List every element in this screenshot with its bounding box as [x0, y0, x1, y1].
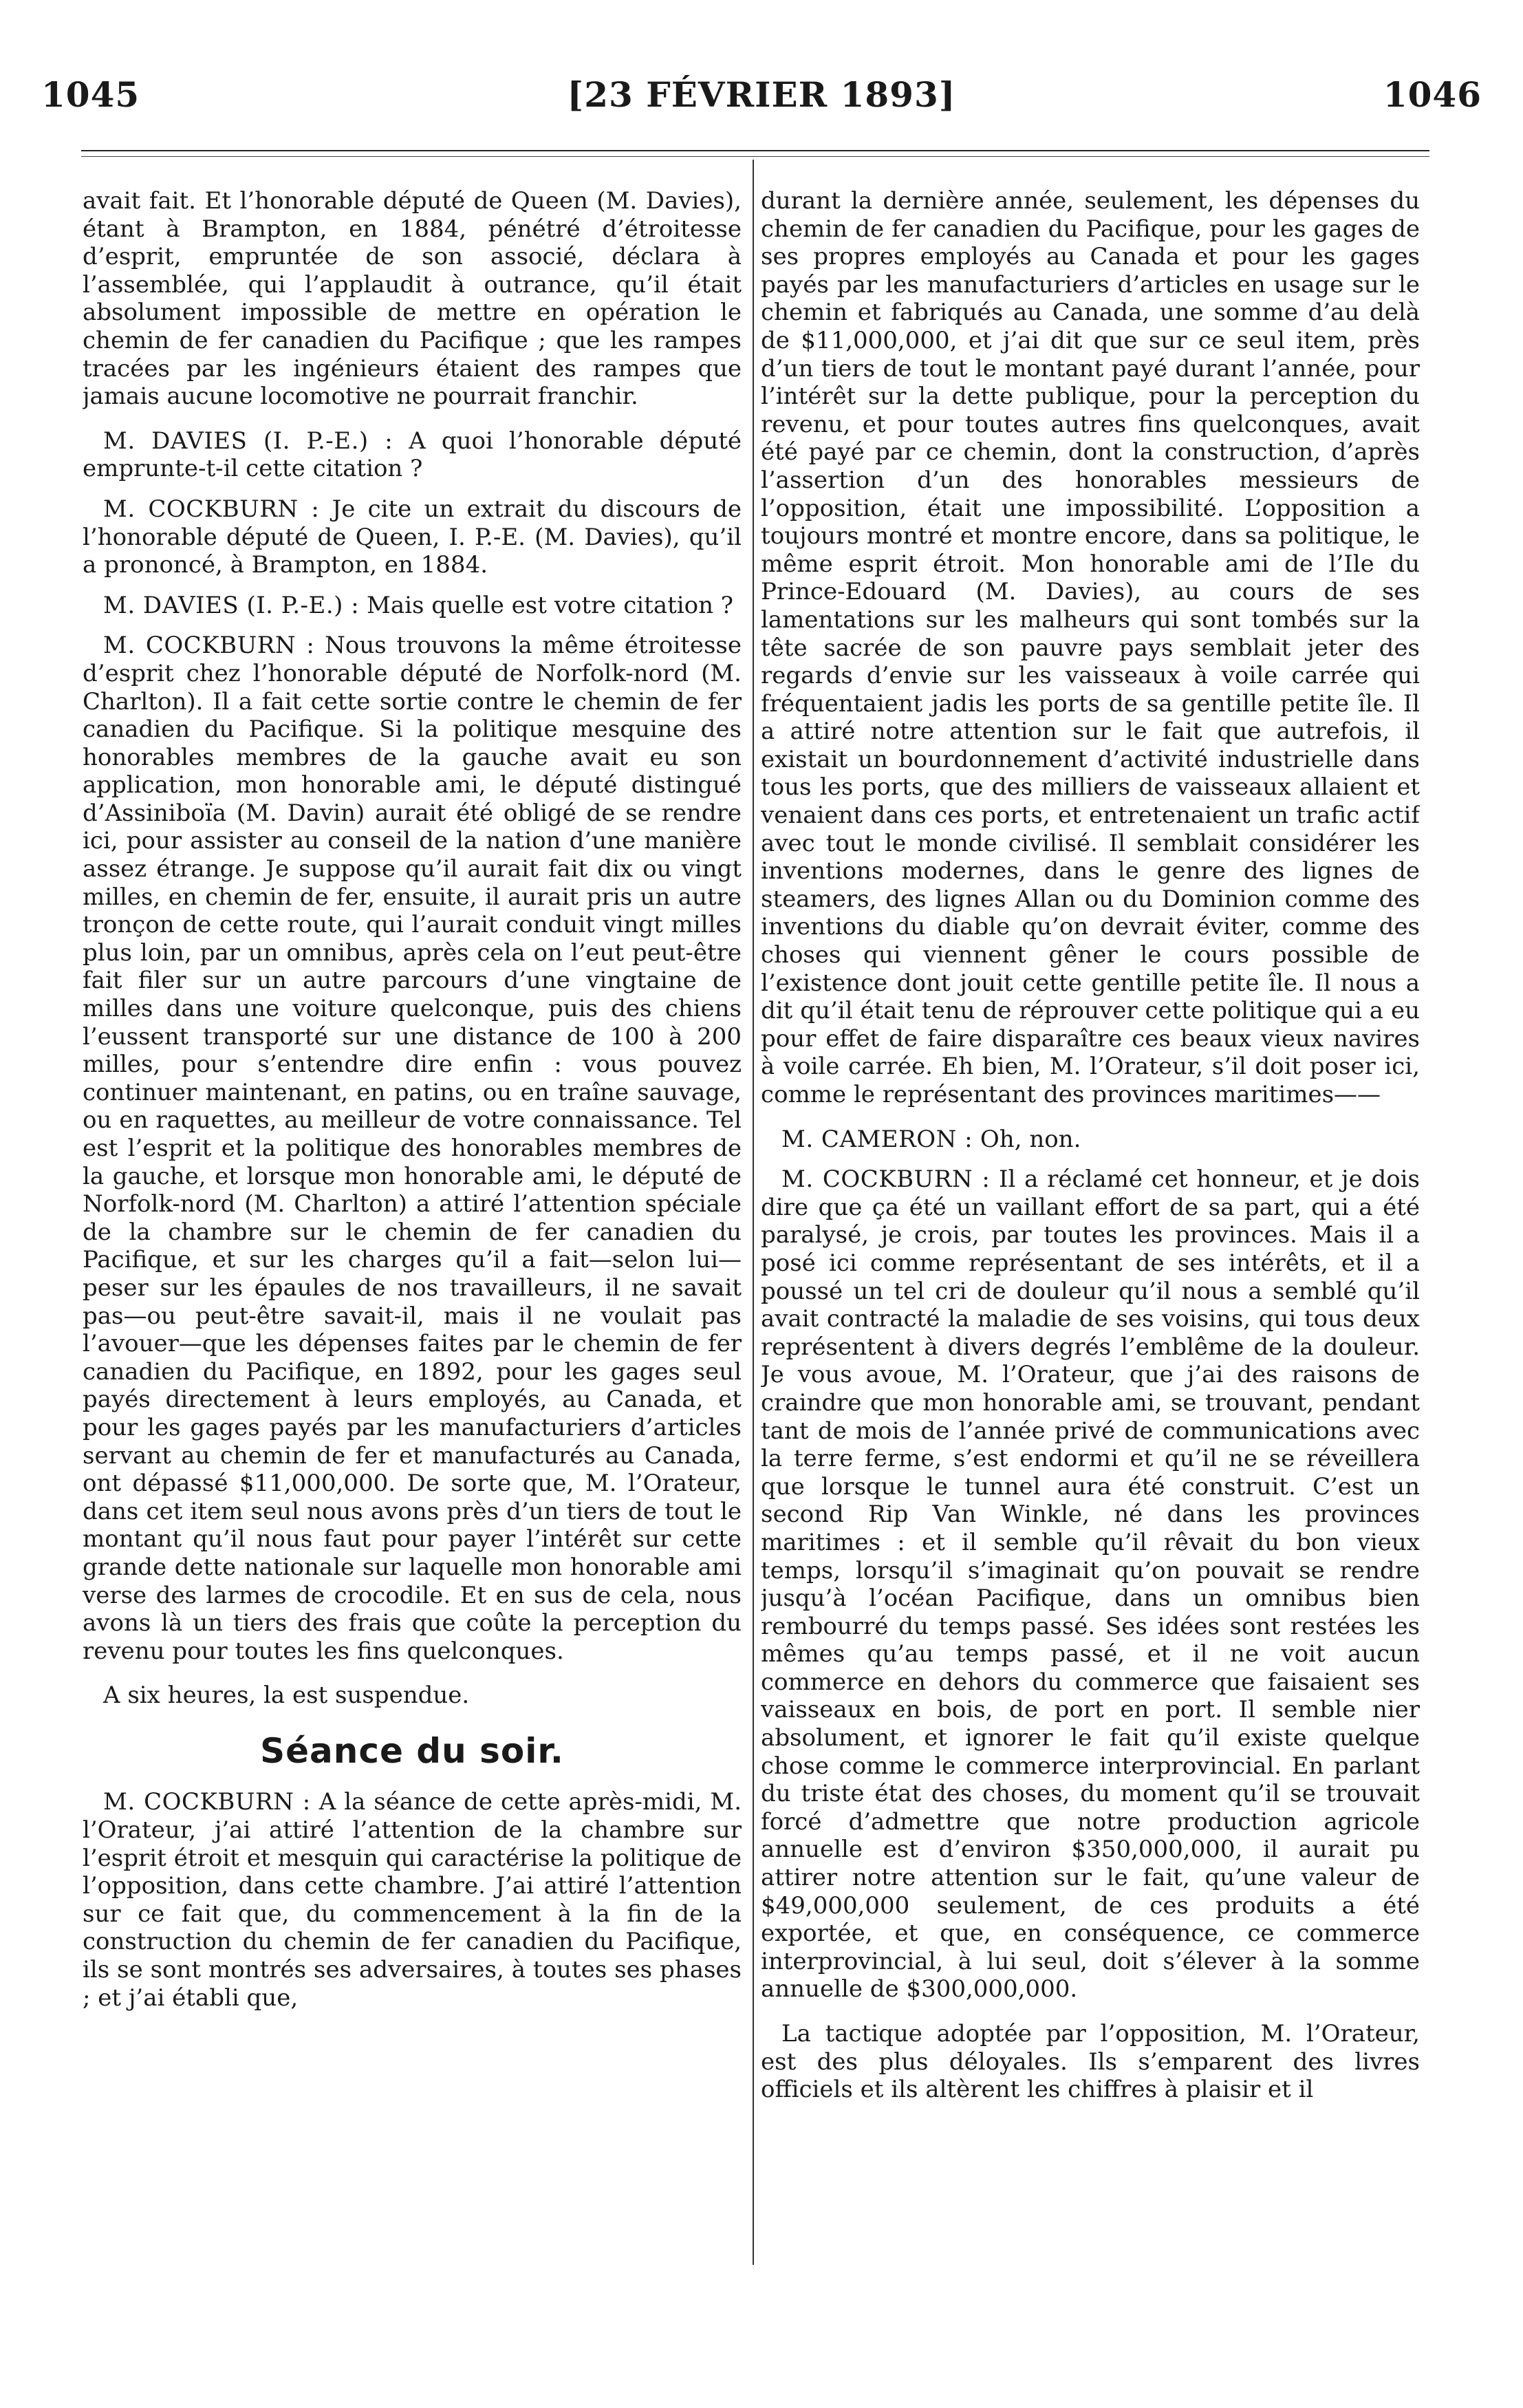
header-rule-thin [81, 156, 1429, 157]
page-number-right: 1046 [1383, 74, 1482, 115]
column-divider [753, 160, 754, 2265]
speech-text: A la séance de cette après-midi, M. l’Orateur, j’ai attiré l’attention de la chambre sur l’esprit étroit et mesquin qui caractérise la politique de l’opposition, dans cette chambre. J’ai attiré l’attention sur ce fait que, du commencement à la fin de la construction du chemin de fer canadien du Pacifique, ils se sont montrés ses adversaires, à toutes ses phases ; et j’ai établi que, [83, 1788, 742, 2012]
paragraph: avait fait. Et l’honorable député de Queen (M. Davies), étant à Brampton, en 1884, pénétré d’étroitesse d’esprit, empruntée de son associé, déclara à l’assemblée, qui l’applaudit à outrance, qu’il était absolument impossible de mettre en opération le chemin de fer canadien du Pacifique ; que les rampes tracées par les ingénieurs étaient des rampes que jamais aucune locomotive ne pourrait franchir. [83, 187, 742, 411]
speech-text: Nous trouvons la même étroitesse d’esprit chez l’honorable député de Norfolk-nord (M. Charlton). Il a fait cette sortie contre le chemin de fer canadien du Pacifique. Si la politique mesquine des honorables membres de la gauche avait eu son application, mon honorable ami, le député distingué d’Assiniboïa (M. Davin) aurait été obligé de se rendre ici, pour assister au conseil de la nation d’une manière assez étrange. Je suppose qu’il aurait fait dix ou vingt milles, en chemin de fer, ensuite, il aurait pris un autre tronçon de cette route, qui l’aurait conduit vingt milles plus loin, par un omnibus, après cela on l’eut peut-être fait filer sur un autre parcours d’une vingtaine de milles dans une voiture quelconque, puis des chiens l’eussent transporté sur une distance de 100 à 200 milles, pour s’entendre dire enfin : vous pouvez continuer maintenant, en patins, ou en traîne sauvage, ou en raquettes, au meilleur de votre connaissance. Tel est l’esprit et la politique des honorables membres de la gauche, et lorsque mon honorable ami, le député de Norfolk-nord (M. Charlton) a attiré l’attention spéciale de la chambre sur le chemin de fer canadien du Pacifique, et sur les charges qu’il a fait—selon lui—peser sur les épaules de nos travailleurs, il ne savait pas—ou peut-être savait-il, mais il ne voulait pas l’avouer—que les dépenses faites par le chemin de fer canadien du Pacifique, en 1892, pour les gages seul payés directement à leurs employés, au Canada, et pour les gages payés par les manufacturiers d’articles servant au chemin de fer et manufacturés au Canada, ont dépassé $11,000,000. De sorte que, M. l’Orateur, dans cet item seul nous avons près d’un tiers de tout le montant qu’il nous faut pour payer l’intérêt sur cette grande dette nationale sur laquelle mon honorable ami verse des larmes de crocodile. Et en sus de cela, nous avons là un tiers des frais que coûte la perception du revenu pour toutes les fins quelconques. [83, 632, 742, 1665]
paragraph: durant la dernière année, seulement, les dépenses du chemin de fer canadien du Pacifique, pour les gages de ses propres employés au Canada et pour les gages payés par les manufacturiers d’articles en usage sur le chemin et fabriqués au Canada, une somme d’au delà de $11,000,000, et j’ai dit que sur ce seul item, près d’un tiers de tout le montant payé durant l’année, pour l’intérêt sur la dette publique, pour la perception du revenu, et pour toutes autres fins quelconques, avait été payé par ce chemin, dont la construction, d’après l’assertion d’un des honorables messieurs de l’opposition, était une impossibilité. L’opposition a toujours montré et montre encore, dans sa politique, le même esprit étroit. Mon honorable ami de l’Ile du Prince-Edouard (M. Davies), au cours de ses lamentations sur les malheurs qui sont tombés sur la tête sacrée de son pauvre pays semblait jeter des regards d’envie sur les vaisseaux à voile carrée qui fréquentaient jadis les ports de sa gentille petite île. Il a attiré notre attention sur le fait que autrefois, il existait un bourdonnement d’activité industrielle dans tous les ports, que des milliers de vaisseaux allaient et venaient dans ces ports, et entretenaient un trafic actif avec tout le monde civilisé. Il semblait considérer les inventions modernes, dans le genre des lignes de steamers, des lignes Allan ou du Dominion comme des inventions du diable qu’on devrait éviter, comme des choses qui viennent gêner le cours possible de l’existence dont jouit cette gentille petite île. Il nous a dit qu’il était tenu de réprouver cette politique qui a eu pour effet de faire disparaître ces beaux vieux navires à voile carrée. Eh bien, M. l’Orateur, s’il doit poser ici, comme le représentant des provinces maritimes—— [761, 187, 1420, 1108]
speech-paragraph [83, 592, 742, 620]
header-rule [81, 150, 1429, 151]
speech-paragraph [83, 632, 742, 1665]
page-header [41, 74, 1482, 122]
page-number-left: 1045 [41, 74, 140, 115]
page-date: [23 FÉVRIER 1893] [567, 74, 956, 115]
left-column [83, 187, 742, 2306]
speech-paragraph [761, 1126, 1420, 1154]
speech-text: Oh, non. [973, 1125, 1081, 1153]
procedural-note: A six heures, la est suspendue. [103, 1681, 470, 1710]
speech-paragraph [761, 1165, 1420, 2003]
paragraph: La tactique adoptée par l’opposition, M. l’Orateur, est des plus déloyales. Ils s’emparent des livres officiels et ils altèrent les chiffres à plaisir et il [761, 2020, 1420, 2104]
speech-paragraph [83, 427, 742, 483]
speech-paragraph [83, 495, 742, 579]
speaker-name: M. DAVIES (I. P.-E.) : [103, 427, 393, 455]
speech-paragraph [83, 1788, 742, 2012]
speech-text: Il a réclamé cet honneur, et je dois dire que ça été un vaillant effort de sa part, qui a été paralysé, je crois, par toutes les provinces. Mais il a posé ici comme représentant de ses intérêts, et il a poussé un tel cri de douleur qu’il nous a semblé qu’il avait contracté la maladie de ses voisins, qui tous deux représentent à divers degrés l’emblême de la douleur. Je vous avoue, M. l’Orateur, que j’ai des raisons de craindre que mon honorable ami, se trouvant, pendant tant de mois de l’année privé de communications avec la terre ferme, s’est endormi et qu’il ne se réveillera que lorsque le tunnel aura été construit. C’est un second Rip Van Winkle, né dans les provinces maritimes : et il semble qu’il rêvait du bon vieux temps, lorsqu’il s’imaginait qu’on pouvait se rendre jusqu’à l’océan Pacifique, dans un omnibus bien rembourré du temps passé. Ses idées sont restées les mêmes qu’au temps passé, et il ne voit aucun commerce en dehors du commerce que faisaient ses vaisseaux en bois, de port en port. Il semble nier absolument, et ignorer le fait qu’il existe quelque chose comme le commerce interprovincial. En parlant du triste état des choses, du moment qu’il se trouvait forcé d’admettre que notre production agricole annuelle est d’environ $350,000,000, il aurait pu attirer notre attention sur le fait, qu’une valeur de $49,000,000 seulement, de ces produits a été exportée, et que, en conséquence, ce commerce interprovincial, à lui seul, doit s’élever à la somme annuelle de $300,000,000. [761, 1165, 1420, 2003]
speaker-name: M. CAMERON : [781, 1125, 973, 1153]
section-title: Séance du soir. [260, 1730, 564, 1771]
speech-text: A quoi l’honorable député emprunte-t-il cette citation ? [83, 427, 742, 483]
right-column [761, 187, 1420, 2306]
speech-text: Je cite un extrait du discours de l’honorable député de Queen, I. P.-E. (M. Davies), qu’il a prononcé, à Brampton, en 1884. [83, 495, 742, 579]
speaker-name: M. COCKBURN : [103, 495, 320, 523]
speaker-name: M. DAVIES (I. P.-E.) : [103, 591, 360, 619]
speaker-name: M. COCKBURN : [781, 1165, 991, 1194]
speaker-name: M. COCKBURN : [103, 1788, 311, 1816]
speech-text: Mais quelle est votre citation ? [359, 591, 734, 619]
speaker-name: M. COCKBURN : [103, 632, 315, 660]
